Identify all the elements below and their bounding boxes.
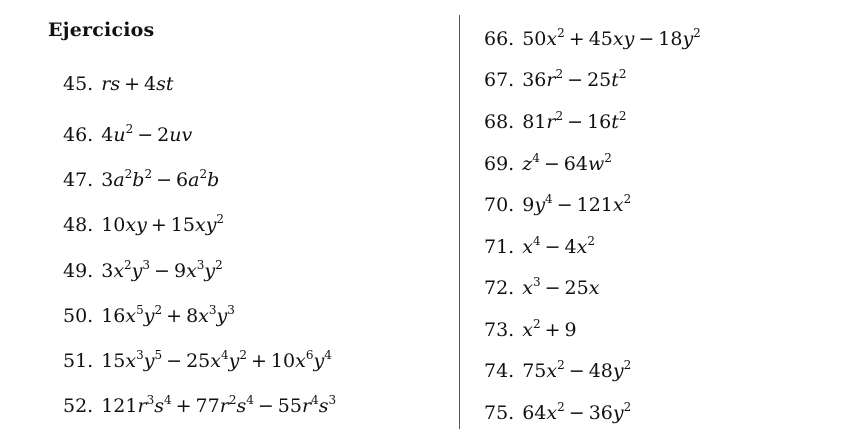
exercise-expression: $x^2 + 9$ — [522, 317, 577, 341]
exercise-number: 51. — [63, 350, 94, 372]
exercise-expression: $3x^2y^3 - 9x^3y^2$ — [101, 258, 223, 282]
exercise-item — [63, 299, 235, 327]
exercise-item — [484, 396, 632, 424]
exercise-number: 74. — [484, 360, 515, 382]
exercise-expression: $x^3 - 25x$ — [522, 275, 600, 299]
exercise-expression: $15x^3y^5 - 25x^4y^2 + 10x^6y^4$ — [101, 348, 332, 372]
exercise-item — [484, 188, 632, 216]
exercise-item — [63, 163, 220, 191]
exercise-expression: $50x^2 + 45xy - 18y^2$ — [522, 26, 701, 50]
exercise-number: 52. — [63, 395, 94, 417]
exercise-number: 68. — [484, 111, 515, 133]
exercise-item — [63, 118, 193, 146]
exercise-number: 50. — [63, 305, 94, 327]
exercise-number: 46. — [63, 124, 94, 146]
exercise-expression: $81r^2 - 16t^2$ — [522, 109, 627, 133]
exercise-expression: $75x^2 - 48y^2$ — [522, 358, 632, 382]
exercise-expression: $4u^2 - 2uv$ — [101, 122, 193, 146]
exercise-item — [484, 230, 595, 258]
exercise-item — [63, 208, 225, 236]
exercise-number: 73. — [484, 319, 515, 341]
exercise-expression: $10xy + 15xy^2$ — [101, 212, 225, 236]
exercise-expression: $121r^3s^4 + 77r^2s^4 - 55r^4s^3$ — [101, 393, 337, 417]
exercise-expression: $36r^2 - 25t^2$ — [522, 67, 627, 91]
exercise-number: 75. — [484, 402, 515, 424]
exercise-number: 70. — [484, 194, 515, 216]
exercise-expression: $z^4 - 64w^2$ — [522, 151, 612, 175]
exercise-expression: rs + 4st — [101, 73, 174, 95]
exercise-number: 67. — [484, 69, 515, 91]
exercise-item — [63, 254, 223, 282]
exercise-number: 45. — [63, 73, 94, 95]
exercise-expression: $16x^5y^2 + 8x^3y^3$ — [101, 303, 235, 327]
exercise-item — [63, 344, 332, 372]
exercise-item — [484, 147, 612, 175]
exercise-number: 72. — [484, 277, 515, 299]
section-heading: Ejercicios — [48, 19, 155, 41]
exercise-number: 48. — [63, 214, 94, 236]
exercise-expression: $3a^2b^2 - 6a^2b$ — [101, 167, 220, 191]
exercise-item — [63, 73, 174, 97]
exercise-number: 47. — [63, 169, 94, 191]
exercise-item — [63, 389, 337, 417]
exercise-number: 66. — [484, 28, 515, 50]
exercise-number: 49. — [63, 260, 94, 282]
exercise-number: 71. — [484, 236, 515, 258]
exercise-item — [484, 313, 577, 341]
exercise-item — [484, 271, 600, 299]
exercise-number: 69. — [484, 153, 515, 175]
exercise-item — [484, 354, 632, 382]
exercise-item — [484, 22, 701, 50]
exercise-item — [484, 63, 627, 91]
exercise-expression: $64x^2 - 36y^2$ — [522, 400, 632, 424]
exercise-expression: $x^4 - 4x^2$ — [522, 234, 595, 258]
column-divider — [459, 15, 460, 429]
exercise-item — [484, 105, 627, 133]
exercise-expression: $9y^4 - 121x^2$ — [522, 192, 632, 216]
